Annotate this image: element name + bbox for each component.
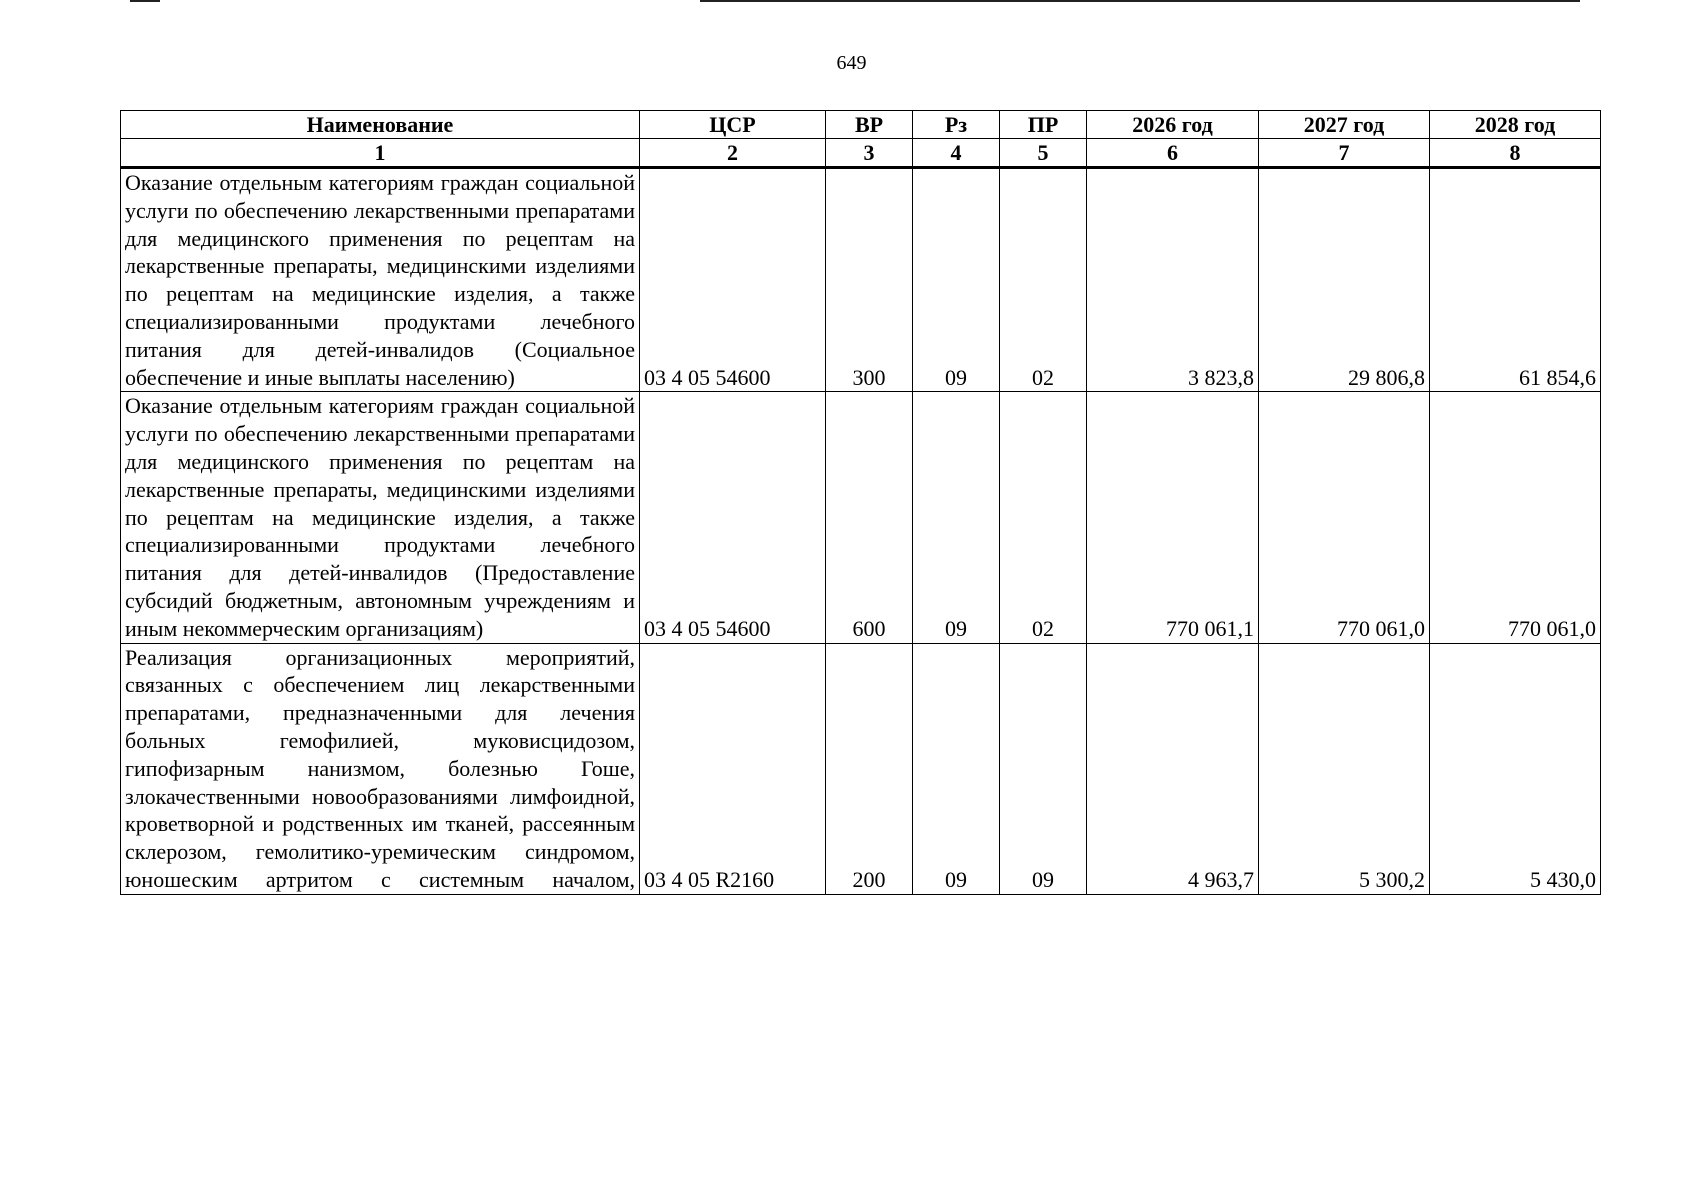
row-amount-2027: 29 806,8 [1259,168,1430,392]
row-amount-2028: 5 430,0 [1430,643,1601,894]
row-vr: 200 [826,643,913,894]
col-header-pr: ПР [1000,111,1087,139]
col-number-7: 7 [1259,139,1430,168]
col-header-csr: ЦСР [640,111,826,139]
row-amount-2027: 770 061,0 [1259,392,1430,643]
row-vr: 300 [826,168,913,392]
page-number: 649 [836,52,867,74]
row-name: Оказание отдельным категориям граждан социальной услуги по обеспечению лекарственными препаратами для медицинского применения по рецептам на лекарственные препараты, медицинскими изделиями по рецептам на медицинские изделия, а также специализированными продуктами лечебного питания для детей-инвалидов (Социальное обеспечение и иные выплаты населению) [121,168,640,392]
table-row [121,643,1601,894]
col-number-2: 2 [640,139,826,168]
row-rz: 09 [913,168,1000,392]
row-name: Реализация организационных мероприятий, связанных с обеспечением лиц лекарственными препаратами, предназначенными для лечения больных гемофилией, муковисцидозом, гипофизарным нанизмом, болезнью Гоше, злокачественными новообразованиями лимфоидной, кроветворной и родственных им тканей, рассеянным склерозом, гемолитико-уремическим синдромом, юношеским артритом с системным началом, [121,643,640,894]
col-number-6: 6 [1087,139,1259,168]
row-rz: 09 [913,392,1000,643]
col-header-2028: 2028 год [1430,111,1601,139]
table-row [121,168,1601,392]
scan-top-rule-left [130,0,160,2]
col-header-rz: Рз [913,111,1000,139]
row-rz: 09 [913,643,1000,894]
col-header-vr: ВР [826,111,913,139]
row-vr: 600 [826,392,913,643]
row-amount-2028: 61 854,6 [1430,168,1601,392]
col-number-3: 3 [826,139,913,168]
row-amount-2026: 3 823,8 [1087,168,1259,392]
col-header-2026: 2026 год [1087,111,1259,139]
column-number-row [121,139,1601,168]
table-row [121,392,1601,643]
row-pr: 02 [1000,168,1087,392]
row-csr: 03 4 05 R2160 [640,643,826,894]
scan-top-rule-right [700,0,1580,2]
row-csr: 03 4 05 54600 [640,168,826,392]
row-name: Оказание отдельным категориям граждан социальной услуги по обеспечению лекарственными препаратами для медицинского применения по рецептам на лекарственные препараты, медицинскими изделиями по рецептам на медицинские изделия, а также специализированными продуктами лечебного питания для детей-инвалидов (Предоставление субсидий бюджетным, автономным учреждениям и иным некоммерческим организациям) [121,392,640,643]
budget-table [120,110,1601,895]
row-pr: 09 [1000,643,1087,894]
row-amount-2026: 770 061,1 [1087,392,1259,643]
row-amount-2026: 4 963,7 [1087,643,1259,894]
row-csr: 03 4 05 54600 [640,392,826,643]
row-amount-2028: 770 061,0 [1430,392,1601,643]
col-number-8: 8 [1430,139,1601,168]
col-header-2027: 2027 год [1259,111,1430,139]
row-amount-2027: 5 300,2 [1259,643,1430,894]
col-number-5: 5 [1000,139,1087,168]
col-header-name: Наименование [121,111,640,139]
header-row [121,111,1601,139]
col-number-4: 4 [913,139,1000,168]
col-number-1: 1 [121,139,640,168]
row-pr: 02 [1000,392,1087,643]
